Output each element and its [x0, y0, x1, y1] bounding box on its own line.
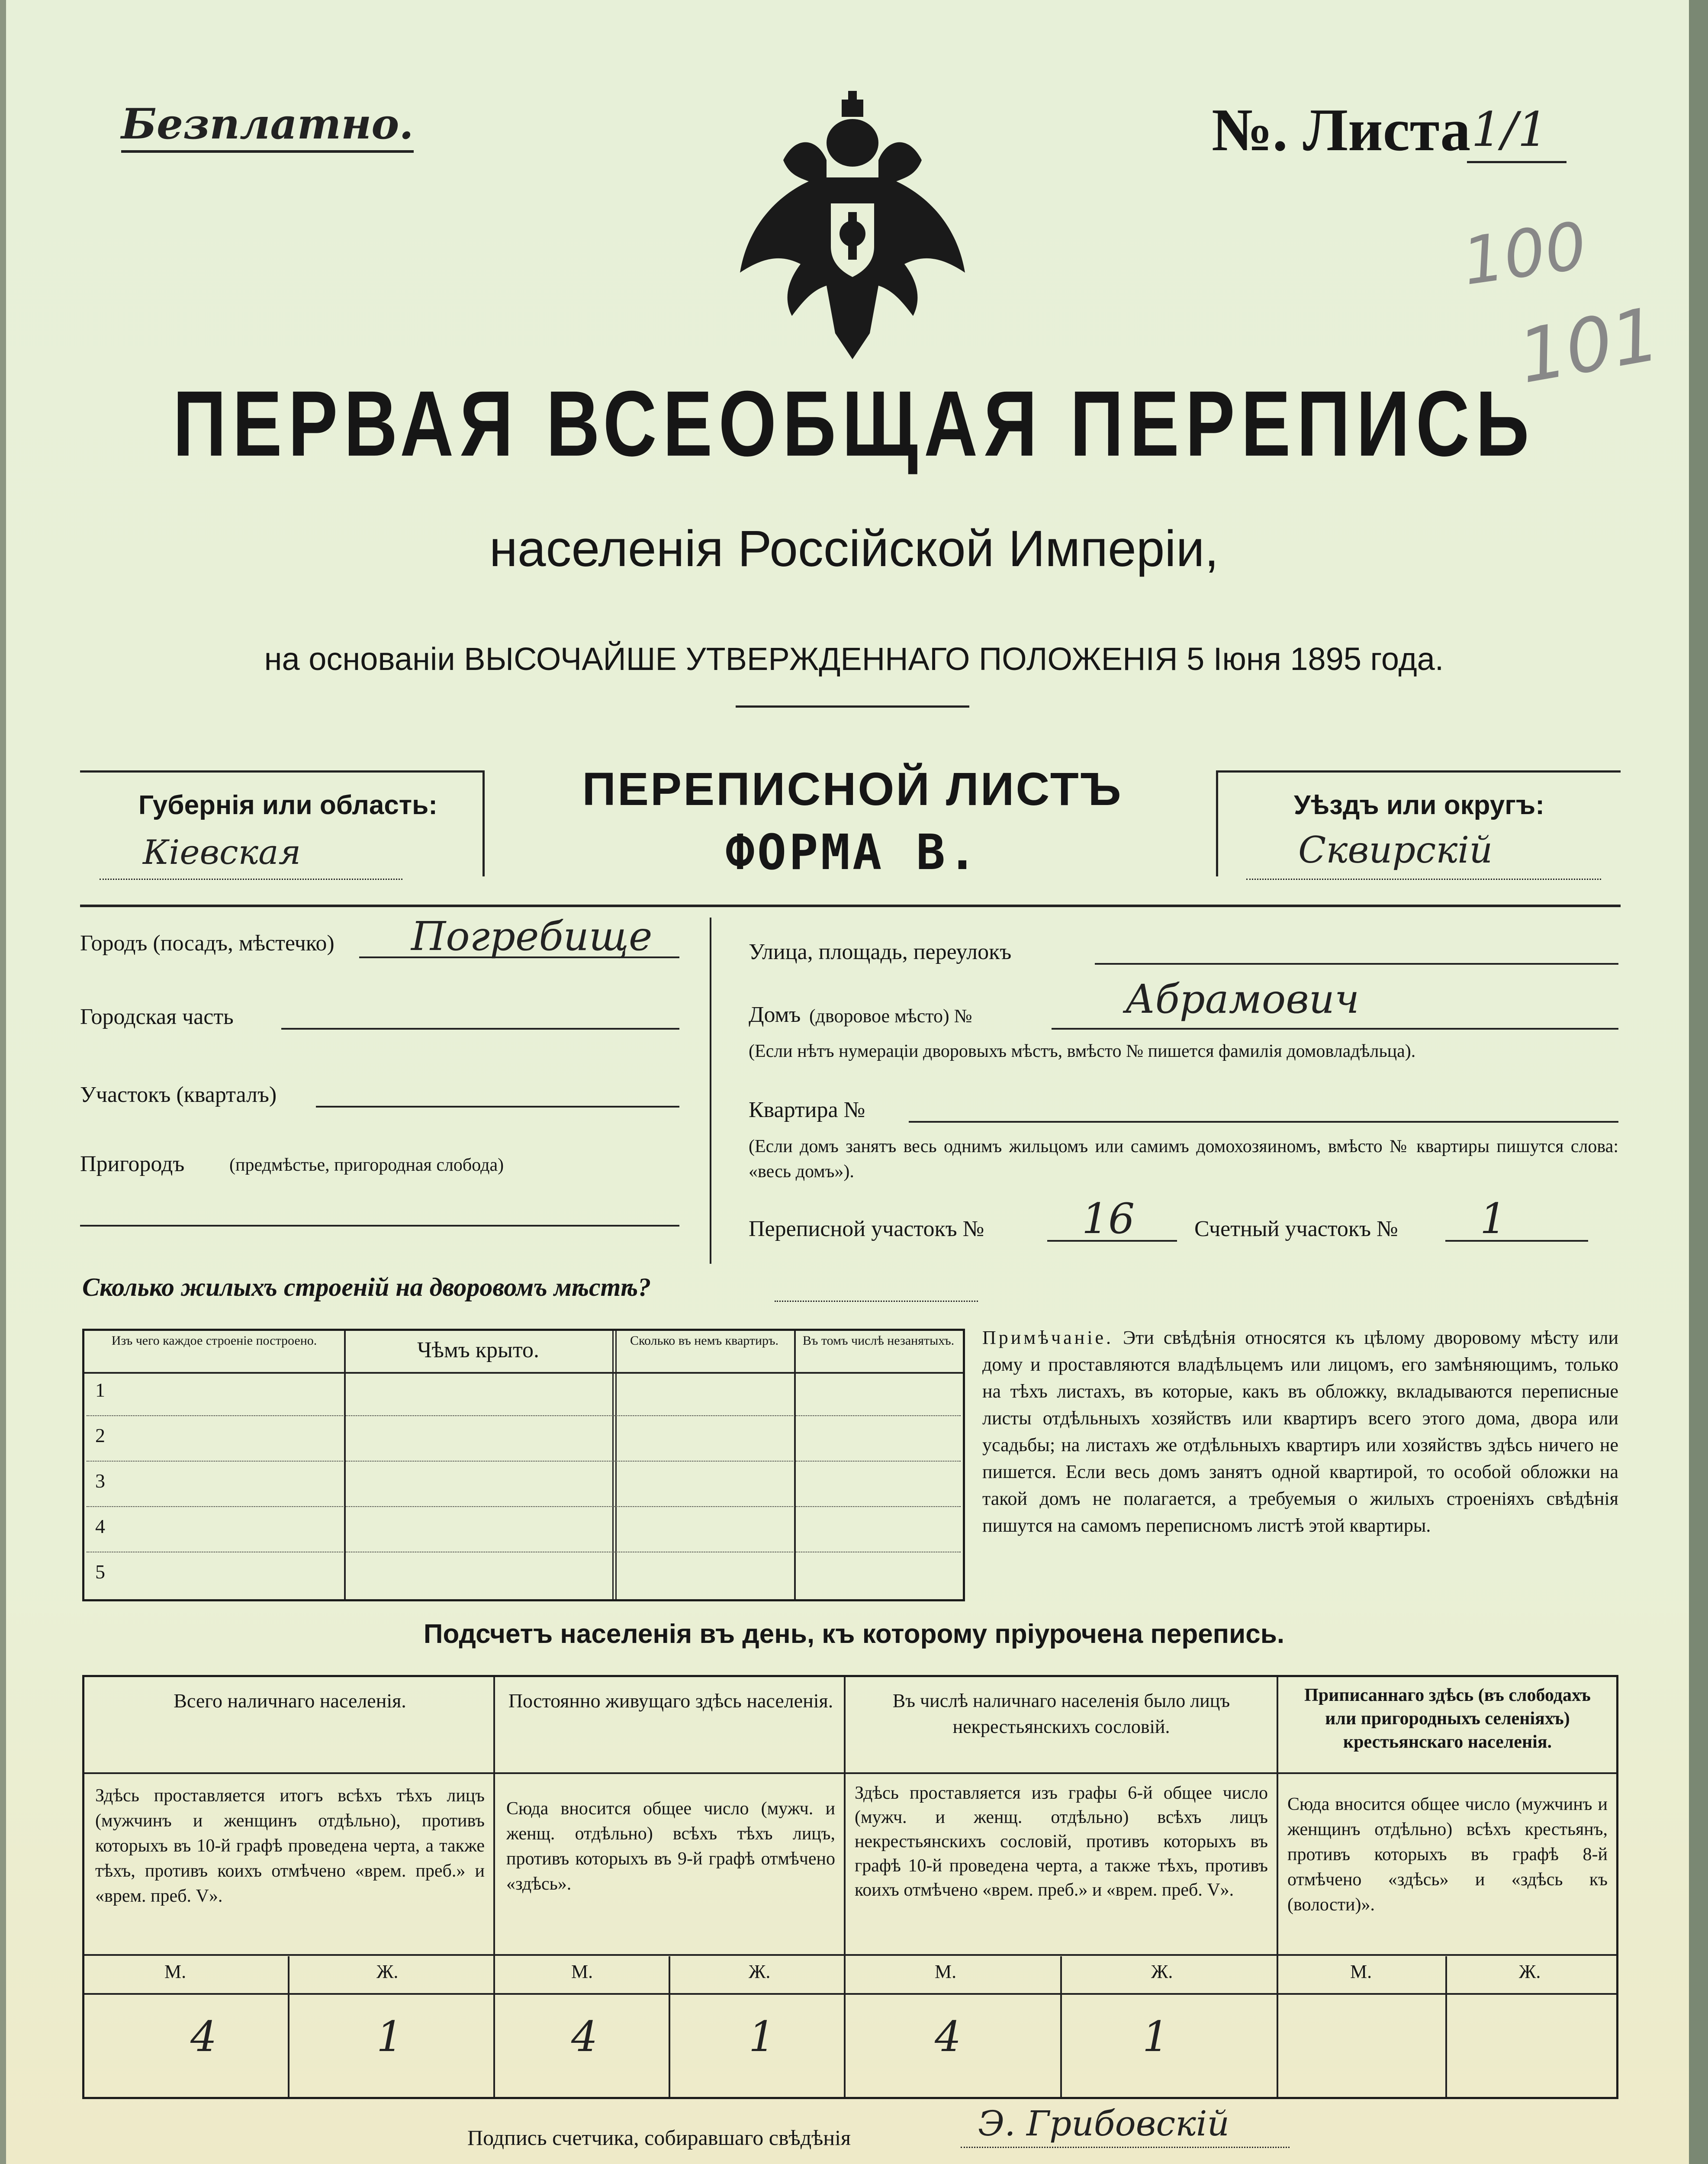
- street-label: Улица, площадь, переулокъ: [749, 940, 1012, 964]
- scan-edge-left: [0, 0, 6, 2164]
- count-col-4-head: Приписаннаго здѣсь (въ слободахъ или пригородныхъ селеніяхъ) крестьянскаго населенія.: [1304, 1685, 1591, 1752]
- count-col-3-text: Здѣсь проставляется изъ графы 6-й общее число (мужч. и женщ. отдѣльно) всѣхъ лицъ некрестьянскихъ сословій, противъ которыхъ въ графѣ 10-й проведена черта, а также тѣхъ, противъ коихъ отмѣчено «врем. преб.» и «врем. преб. V».: [855, 1783, 1268, 1900]
- buildings-table: [82, 1329, 965, 1601]
- count-mf-divider-1: [288, 1956, 289, 2097]
- count-plot-value: 1: [1480, 1195, 1507, 1243]
- plot-label: Участокъ (кварталъ): [80, 1082, 277, 1107]
- buildings-row-5-num: 5: [95, 1561, 105, 1583]
- plot-line: [316, 1106, 679, 1108]
- count-mf-divider-4: [1445, 1956, 1447, 2097]
- count-plot-label: Счетный участокъ №: [1194, 1217, 1398, 1241]
- count-col-2-head: Постоянно живущаго здѣсь населенія.: [508, 1690, 833, 1712]
- buildings-question-line: [775, 1301, 978, 1302]
- count-col-3-f-label: Ж.: [1151, 1961, 1173, 1982]
- buildings-col-divider-3: [794, 1331, 796, 1599]
- buildings-col-divider-1: [344, 1331, 346, 1599]
- buildings-header-rule: [84, 1372, 963, 1374]
- count-mf-rule-bottom: [84, 1993, 1616, 1995]
- form-title: ФОРМА В.: [725, 824, 980, 881]
- count-col-1-m-label: М.: [164, 1961, 187, 1982]
- address-divider: [710, 918, 711, 1264]
- buildings-col-divider-2: [612, 1331, 617, 1599]
- province-value: Кіевская: [143, 833, 301, 872]
- basis-line: на основаніи ВЫСОЧАЙШЕ УТВЕРЖДЕННАГО ПОЛОЖЕНІЯ 5 Іюня 1895 года.: [264, 641, 1444, 677]
- count-mf-rule-top: [84, 1954, 1616, 1956]
- count-plot-line: [1445, 1240, 1588, 1242]
- sheet-number-line: [1467, 161, 1566, 163]
- city-label: Городъ (посадъ, мѣстечко): [80, 931, 335, 956]
- count-col-3-head: Въ числѣ наличнаго населенія было лицъ некрестьянскихъ сословій.: [892, 1690, 1230, 1737]
- count-col-2-f-label: Ж.: [749, 1961, 771, 1982]
- buildings-row-3-num: 3: [95, 1470, 105, 1492]
- count-col-1-head: Всего наличнаго населенія.: [174, 1690, 406, 1712]
- suburb-note: (предмѣстье, пригородная слобода): [229, 1155, 504, 1175]
- count-col-4-f-label: Ж.: [1519, 1961, 1541, 1982]
- sheet-number-label: №. Листа: [1212, 97, 1471, 164]
- main-title: ПЕРВАЯ ВСЕОБЩАЯ ПЕРЕПИСЬ: [173, 372, 1535, 476]
- buildings-row-4-num: 4: [95, 1515, 105, 1537]
- house-note: (дворовое мѣсто) №: [809, 1005, 972, 1027]
- house-line: [1052, 1028, 1618, 1030]
- subtitle: населенія Россійской Имперіи,: [489, 520, 1219, 577]
- title-rule: [736, 705, 969, 708]
- count-col-divider-3: [1277, 1677, 1278, 2097]
- house-label: Домъ: [749, 1002, 801, 1027]
- buildings-row-rule-1: [87, 1415, 961, 1416]
- count-col-4-text: Сюда вносится общее число (мужчинъ и женщинъ отдѣльно) всѣхъ крестьянъ, противъ которыхъ въ графѣ 8-й отмѣчено «здѣсь» и «здѣсь къ (волости)».: [1287, 1794, 1608, 1915]
- double-headed-eagle-emblem-icon: [731, 91, 974, 368]
- count-mf-divider-2: [669, 1956, 670, 2097]
- buildings-note-title: Примѣчаніе.: [982, 1327, 1114, 1348]
- pencil-mark-1: 100: [1458, 208, 1592, 300]
- census-plot-line: [1047, 1240, 1177, 1242]
- count-col-divider-2: [844, 1677, 846, 2097]
- buildings-header-material: Изъ чего каждое строеніе построено.: [111, 1333, 317, 1348]
- house-hint: (Если нѣтъ нумераціи дворовыхъ мѣстъ, вмѣсто № пишется фамилія домовладѣльца).: [749, 1041, 1416, 1061]
- count-col-2-m-value: 4: [571, 2013, 598, 2061]
- buildings-row-rule-2: [87, 1461, 961, 1462]
- buildings-row-rule-3: [87, 1506, 961, 1507]
- buildings-header-vacant: Въ томъ числѣ незанятыхъ.: [802, 1333, 955, 1348]
- count-head-rule: [84, 1772, 1616, 1774]
- signature-label: Подпись счетчика, собиравшаго свѣдѣнія: [467, 2125, 851, 2150]
- count-col-2-f-value: 1: [749, 2013, 775, 2061]
- flat-hint: (Если домъ занятъ весь однимъ жильцомъ или самимъ домохозяиномъ, вмѣсто № квартиры пишутся слова: «весь домъ»).: [749, 1137, 1618, 1182]
- free-label: Безплатно.: [121, 100, 414, 153]
- signature-line: [961, 2147, 1290, 2148]
- count-col-1-f-value: 1: [376, 2013, 403, 2061]
- city-value: Погребище: [411, 913, 653, 960]
- count-col-2-text: Сюда вносится общее число (мужч. и женщ. отдѣльно) всѣхъ тѣхъ лицъ, противъ которыхъ въ 9-й графѣ отмѣчено «здѣсь».: [506, 1799, 835, 1894]
- province-dotted-line: [100, 879, 402, 880]
- scan-edge-right: [1689, 0, 1708, 2164]
- sheet-number-value: 1/1: [1471, 102, 1548, 157]
- flat-label: Квартира №: [749, 1098, 865, 1122]
- count-mf-divider-3: [1060, 1956, 1062, 2097]
- buildings-question: Сколько жилыхъ строеній на дворовомъ мѣстѣ?: [82, 1273, 651, 1301]
- count-col-3-m-label: М.: [935, 1961, 957, 1982]
- buildings-header-flats: Сколько въ немъ квартиръ.: [630, 1333, 779, 1348]
- count-title: Подсчетъ населенія въ день, къ которому пріурочена перепись.: [423, 1619, 1285, 1649]
- city-part-line: [281, 1028, 679, 1030]
- count-col-2-m-label: М.: [571, 1961, 593, 1982]
- suburb-label: Пригородъ: [80, 1152, 185, 1176]
- header-rule: [80, 905, 1621, 907]
- province-label: Губернія или область:: [138, 790, 437, 820]
- count-col-1-m-value: 4: [190, 2013, 217, 2061]
- sheet-title: ПЕРЕПИСНОЙ ЛИСТЪ: [582, 763, 1123, 815]
- count-col-3-f-value: 1: [1142, 2013, 1169, 2061]
- count-col-3-m-value: 4: [935, 2013, 962, 2061]
- pencil-mark-2: 101: [1512, 291, 1666, 400]
- city-part-label: Городская часть: [80, 1005, 234, 1029]
- buildings-note-text: Эти свѣдѣнія относятся къ цѣлому дворовому мѣсту или дому и проставляются владѣльцемъ или лицомъ, его замѣняющимъ, только на тѣхъ листахъ, въ которые, какъ въ обложку, вкладываются переписные листы отдѣльныхъ хозяйствъ или квартиръ всего этого дома, двора или усадьбы; на листахъ же отдѣльныхъ квартиръ или хозяйствъ здѣсь ничего не пишется. Если весь домъ занятъ одной квартирой, то особой обложки на такой домъ не полагается, а требуемыя о жилыхъ строеніяхъ свѣдѣнія пишутся на самомъ переписномъ листѣ этой квартиры.: [982, 1327, 1618, 1536]
- count-col-1-text: Здѣсь проставляется итогъ всѣхъ тѣхъ лицъ (мужчинъ и женщинъ отдѣльно), противъ которыхъ въ 10-й графѣ проведена черта, а также тѣхъ, противъ коихъ отмѣчено «врем. преб.» и «врем. преб. V».: [95, 1786, 485, 1906]
- street-line: [1095, 963, 1618, 965]
- district-value: Сквирскій: [1298, 829, 1493, 871]
- flat-line: [909, 1121, 1618, 1123]
- census-plot-value: 16: [1082, 1195, 1135, 1243]
- suburb-line: [80, 1225, 679, 1227]
- district-dotted-line: [1246, 879, 1601, 880]
- buildings-header-roof: Чѣмъ крыто.: [417, 1338, 540, 1362]
- buildings-note: [982, 1324, 1618, 1539]
- count-col-1-f-label: Ж.: [376, 1961, 399, 1982]
- district-label: Уѣздъ или округъ:: [1294, 790, 1544, 820]
- buildings-row-2-num: 2: [95, 1424, 105, 1446]
- count-col-4-m-label: М.: [1350, 1961, 1372, 1982]
- house-value: Абрамович: [1125, 976, 1360, 1022]
- census-plot-label: Переписной участокъ №: [749, 1217, 984, 1241]
- buildings-row-1-num: 1: [95, 1379, 105, 1401]
- count-col-divider-1: [493, 1677, 495, 2097]
- city-line: [359, 956, 679, 958]
- signature-value: Э. Грибовскій: [978, 2103, 1230, 2144]
